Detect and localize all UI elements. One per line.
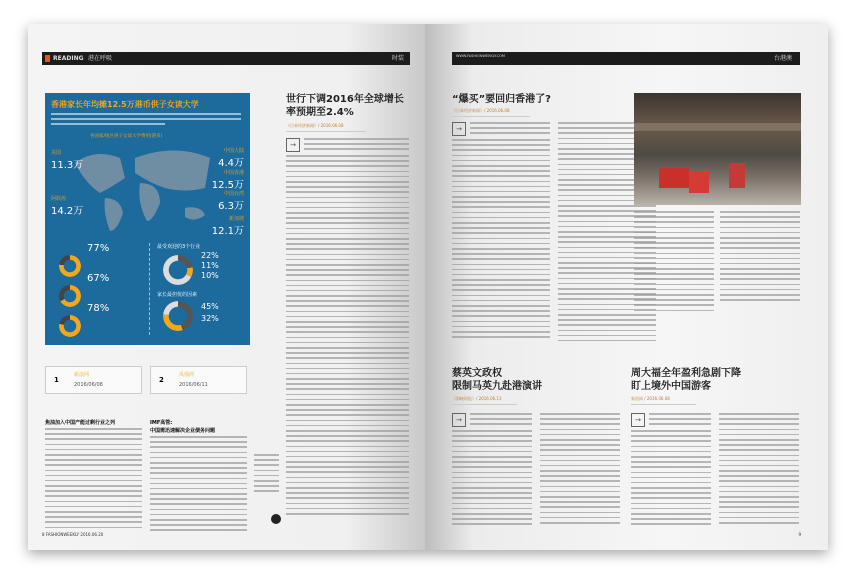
card-number: 1 [54,376,59,384]
stat-value: 10% [201,271,219,280]
article-meta: 《日本经济新闻》/ 2016.06.08 [286,123,366,132]
page-footer: 9 [798,532,801,537]
map-caption: 各国家/地区供子女读大学费用(港币) [90,134,163,139]
section-tag: 时装 [391,55,404,62]
section-tag: 台港澳 [773,55,792,62]
article-meta: 《日本经济新闻》/ 2016.06.08 [452,108,530,117]
location-value: 4.4万 [218,158,244,169]
page-footer: 8 FASHIONWEEKLY 2016.06.20 [42,532,104,537]
location-value: 12.1万 [211,226,244,237]
article-headline: “爆买”要回归香港了? [452,94,551,105]
card-label: 新浪网 [74,372,90,378]
left-page [28,24,425,550]
donut-chart [59,315,81,337]
brand-logo-icon [45,55,50,62]
site-url: WWW.FASHIONWEEKLY.COM [456,54,505,58]
card-label: 凤凰网 [179,372,195,378]
location-value: 11.3万 [51,160,84,171]
article-meta: 新浪网 / 2016.06.08 [631,396,696,405]
stat-value: 78% [87,303,110,314]
location-name: 中国大陆 [223,148,244,154]
article-headline-line2: 盯上境外中国游客 [631,381,711,392]
story-subhead: 中国需迅速解决企业债务问题 [150,428,216,434]
stat-value: 22% [201,251,219,260]
stat-value: 45% [201,302,219,311]
factors-title: 家长最担忧的因素 [157,292,198,298]
card-date: 2016/06/08 [74,382,103,388]
source-card [150,366,247,394]
infographic [45,93,250,345]
location-value: 12.5万 [211,180,244,191]
card-date: 2016/06/11 [179,382,208,388]
arrow-icon: → [452,413,466,427]
arrow-icon: → [286,138,300,152]
story-headline: 焦油加入中国产能过剩行业之列 [45,420,116,426]
arrow-icon: → [631,413,645,427]
source-card [45,366,142,394]
location-name: 美国 [51,150,62,156]
location-value: 6.3万 [218,201,244,212]
location-value: 14.2万 [51,206,84,217]
section-name: 港在呼吸 [88,55,113,62]
location-name: 中国香港 [223,170,244,176]
magazine-spread [28,24,828,550]
donut-chart [163,301,193,331]
world-map [65,143,215,233]
brand-name: READING [53,55,84,62]
right-page [425,24,828,550]
donut-chart [163,255,193,285]
location-name: 阿联酋 [51,196,67,202]
infographic-title: 香港家长年均摊12.5万港币供子女读大学 [51,100,199,109]
story-headline: IMF高管: [150,420,173,426]
location-name: 中国台湾 [223,191,244,197]
location-name: 新加坡 [228,216,244,222]
stat-value: 77% [87,243,110,254]
donut-chart [59,255,81,277]
stat-value: 11% [201,261,219,270]
left-header-bar [42,52,410,65]
stat-value: 32% [201,314,219,323]
article-headline: 蔡英文政权 [452,368,502,379]
article-headline: 世行下调2016年全球增长率预期至2.4% [286,94,404,118]
card-number: 2 [159,376,164,384]
donut-chart [59,285,81,307]
article-meta: 《海峡时报》/ 2016.06.13 [452,396,517,405]
street-photo [634,93,801,205]
article-headline: 周大福全年盈利急剧下降 [631,368,741,379]
stat-value: 67% [87,273,110,284]
article-headline-line2: 限制马英九赴港演讲 [452,381,542,392]
right-header-bar [452,52,800,65]
arrow-icon: → [452,122,466,136]
page-marker-icon [271,514,281,524]
popular-industries-title: 最受欢迎的3个行业 [157,244,201,250]
